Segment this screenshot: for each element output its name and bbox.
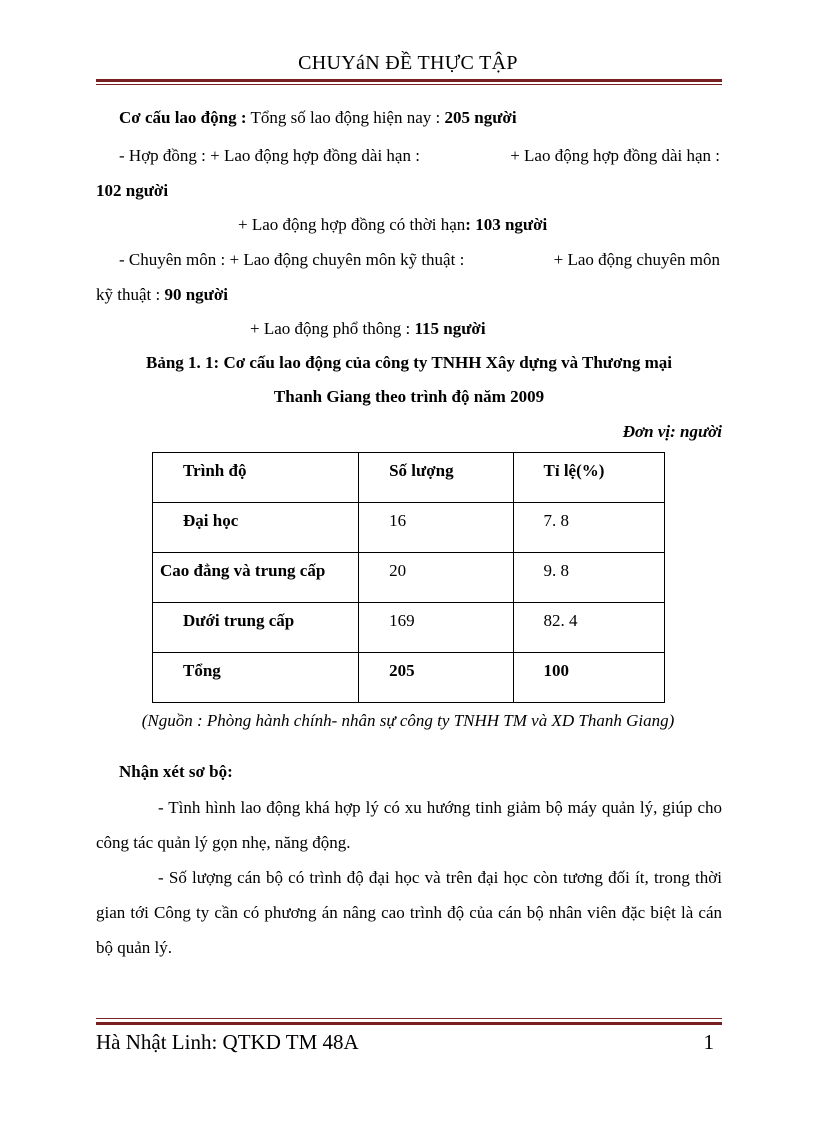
footer-author: Hà Nhật Linh: QTKD TM 48A <box>96 1030 359 1054</box>
table-caption-line2: Thanh Giang theo trình độ năm 2009 <box>273 387 545 406</box>
general-label: + Lao động phổ thông : <box>250 319 411 338</box>
row-level: Đại học <box>183 511 239 530</box>
labor-total-text: Tổng số lao động hiện nay : <box>250 108 441 127</box>
remarks-paragraph-1: - Tình hình lao động khá hợp lý có xu hướng tinh giảm bộ máy quản lý, giúp cho công tác quản lý gọn nhẹ, năng động. <box>96 798 722 852</box>
total-count: 205 <box>389 661 415 680</box>
education-table <box>152 452 665 703</box>
header-cell-count: Số lượng <box>389 461 454 480</box>
table-row <box>153 503 665 553</box>
spec-cont-line <box>96 285 228 305</box>
table-caption-line1: Bảng 1. 1: Cơ cấu lao động của công ty TNHH Xây dựng và Thương mại <box>145 353 673 372</box>
contract-long-value: 102 người <box>96 181 169 200</box>
row-ratio: 7. 8 <box>543 511 570 530</box>
table-source: (Nguồn : Phòng hành chính- nhân sự công ty TNHH TM và XD Thanh Giang) <box>141 711 675 730</box>
contract-fixed-line <box>238 215 547 235</box>
spec-prefix: - Chuyên môn : + Lao động chuyên môn kỹ thuật : <box>119 250 465 269</box>
total-label: Tổng <box>183 661 221 680</box>
table-row <box>153 603 665 653</box>
labor-total-line <box>119 108 517 128</box>
spec-value: 90 người <box>164 285 229 304</box>
footer-page-number: 1 <box>703 1030 714 1054</box>
spec-cont: kỹ thuật : <box>96 285 161 304</box>
header-rule-thick <box>96 79 722 82</box>
contract-fixed-value: : 103 người <box>465 215 548 234</box>
table-header-row <box>153 453 665 503</box>
header-cell-ratio: Tỉ lệ(%) <box>543 461 605 480</box>
spec-repeat: + Lao động chuyên môn <box>553 250 720 269</box>
labor-total-value: 205 người <box>444 108 517 127</box>
row-count: 169 <box>389 611 415 630</box>
header-cell-level: Trình độ <box>183 461 247 480</box>
row-level: Cao đẳng và trung cấp <box>160 561 326 580</box>
table-unit: Đơn vị: người <box>622 422 722 441</box>
row-count: 20 <box>389 561 407 580</box>
general-line <box>250 319 486 339</box>
page-header-title: CHUYáN ĐỀ THỰC TẬP <box>298 52 518 74</box>
labor-heading: Cơ cấu lao động : <box>119 108 247 127</box>
header-rule-thin <box>96 84 722 85</box>
total-ratio: 100 <box>543 661 570 680</box>
table-total-row <box>153 653 665 703</box>
general-value: 115 người <box>414 319 486 338</box>
contract-repeat: + Lao động hợp đồng dài hạn : <box>510 146 720 165</box>
row-ratio: 9. 8 <box>543 561 570 580</box>
spec-line <box>119 250 464 270</box>
row-level: Dưới trung cấp <box>183 611 295 630</box>
remarks-title: Nhận xét sơ bộ: <box>119 762 233 781</box>
footer-rule-thick <box>96 1022 722 1025</box>
table-row <box>153 553 665 603</box>
contract-fixed-label: + Lao động hợp đồng có thời hạn <box>238 215 466 234</box>
row-count: 16 <box>389 511 407 530</box>
contract-line <box>119 146 420 166</box>
contract-prefix: - Hợp đồng : + Lao động hợp đồng dài hạn : <box>119 146 420 165</box>
remarks-paragraph-2: - Số lượng cán bộ có trình độ đại học và trên đại học còn tương đối ít, trong thời gian tới Công ty cần có phương án nâng cao trình độ của cán bộ nhân viên đặc biệt là cán bộ quản lý. <box>96 868 722 957</box>
footer-rule-thin <box>96 1018 722 1019</box>
row-ratio: 82. 4 <box>543 611 578 630</box>
